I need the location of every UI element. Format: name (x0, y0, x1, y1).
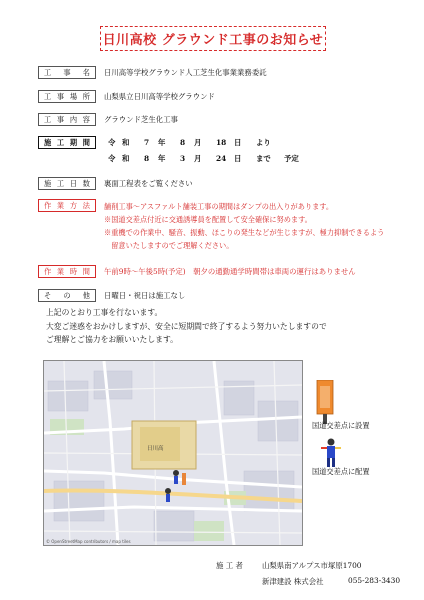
label-construction-period: 施 工 期 間 (38, 136, 96, 149)
map-label-school: 日川高 (147, 446, 164, 452)
value-work-hours: 午前9時～午後5時(予定) 朝夕の通勤通学時間帯は車両の運行はありません (104, 267, 356, 276)
notice-body: 上記のとおり工事を行ないます。 大変ご迷惑をおかけしますが、安全に短期間で終了するよう努力いたしますので ご理解とご協力をお願いいたします。 (46, 308, 327, 344)
period-start: 令 和 7 年 8 月 18 日 より (108, 138, 271, 147)
value-work-method: 舗削工事～アスファルト舗装工事の期間はダンプの出入りがあります。 ※国道交差点付近に交通誘導員を配置して安全確保に努めます。 ※重機での作業中、騒音、振動、ほこりの発生などが生じますが、極力抑制できるよう 留意いたしますのでご理解ください。 (104, 202, 385, 250)
value-construction-period (108, 137, 308, 169)
traffic-guard-icon (320, 438, 342, 468)
value-construction-days: 裏面工程表をご覧ください (104, 179, 193, 188)
caption-sign: 国道交差点に設置 (312, 421, 370, 430)
label-project-name: 工 事 名 (38, 66, 96, 79)
caption-guard: 国道交差点に配置 (312, 467, 370, 476)
label-work-method: 作 業 方 法 (38, 199, 96, 212)
label-project-content: 工 事 内 容 (38, 113, 96, 126)
label-other: そ の 他 (38, 289, 96, 302)
value-project-place: 山梨県立日川高等学校グラウンド (104, 92, 215, 101)
footer-phone: 055-283-3430 (348, 576, 401, 585)
road-sign-marker (182, 473, 186, 485)
map-canvas (44, 361, 302, 545)
notice-title: 日川高校 グラウンド工事のお知らせ (100, 26, 326, 51)
value-project-name: 日川高等学校グラウンド人工芝生化事業業務委託 (104, 68, 267, 77)
map-copyright: © OpenStreetMap contributors / map tiles (46, 539, 131, 544)
value-project-content: グラウンド芝生化工事 (104, 115, 178, 124)
footer-contractor-label: 施 工 者 (216, 561, 243, 570)
label-construction-days: 施 工 日 数 (38, 177, 96, 190)
footer-company: 新津建設 株式会社 (262, 577, 324, 586)
value-other: 日曜日・祝日は施工なし (104, 291, 186, 300)
label-work-hours: 作 業 時 間 (38, 265, 96, 278)
period-end: 令 和 8 年 3 月 24 日 まで 予定 (108, 154, 299, 163)
location-map[interactable] (43, 360, 303, 546)
footer-address: 山梨県南アルプス市塚原1700 (262, 561, 362, 570)
road-sign-icon (316, 380, 334, 424)
label-project-place: 工 事 場 所 (38, 90, 96, 103)
